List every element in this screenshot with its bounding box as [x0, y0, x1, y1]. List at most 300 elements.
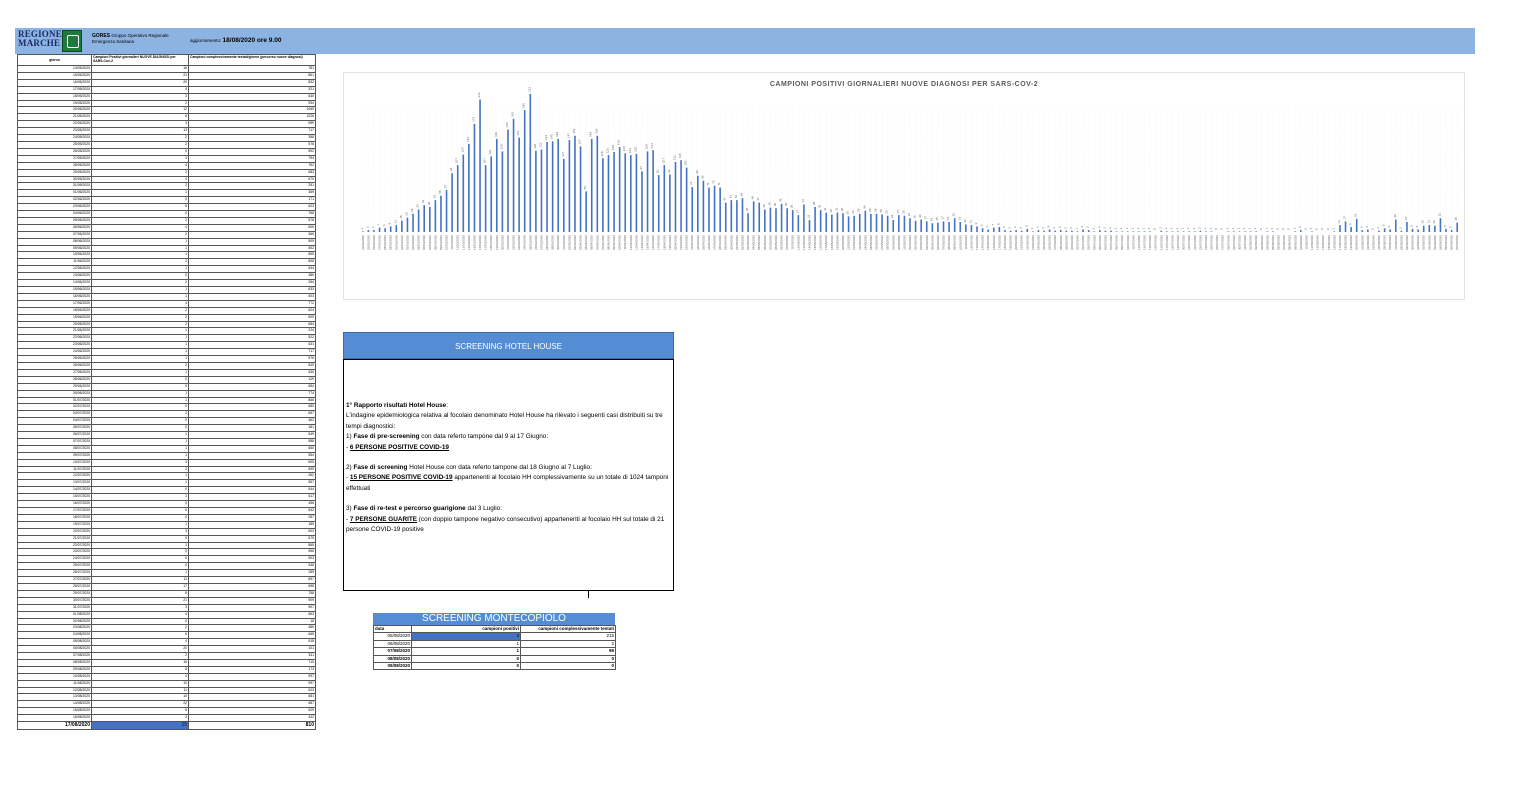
phase-3-num: 3): [346, 505, 354, 513]
x-tick-label: 11/06/2020: [963, 235, 968, 250]
data-label: 128: [611, 144, 616, 150]
data-label: 1: [1163, 227, 1168, 230]
report-title: 1° Rapporto risultati Hotel House:: [346, 402, 448, 409]
date-cell: 27/05/2020: [18, 155, 92, 162]
x-tick-label: 04/07/2020: [1092, 235, 1097, 251]
chart-bar: [719, 188, 721, 232]
chart-bar: [373, 230, 375, 232]
positive-cell: 10: [92, 680, 189, 687]
chart-bar: [1334, 231, 1336, 232]
chart-bar: [1250, 231, 1252, 232]
data-label: 11: [393, 220, 398, 224]
data-label: 1: [1180, 227, 1185, 230]
x-tick-label: 24/08/2020: [1377, 235, 1382, 251]
tested-cell: 522: [189, 335, 316, 342]
mc-tested-cell: 0: [521, 655, 616, 662]
chart-bar: [1194, 231, 1196, 232]
tested-cell: 997: [189, 680, 316, 687]
date-cell: 03/07/2020: [18, 411, 92, 418]
tested-cell: 578: [189, 217, 316, 224]
chart-bar: [390, 226, 392, 232]
data-label: 1: [1186, 227, 1191, 230]
x-tick-label: 03/03/2020: [405, 235, 410, 251]
positive-cell: 0: [92, 501, 189, 508]
x-tick-label: 05/07/2020: [1097, 235, 1102, 251]
table-row: [18, 577, 316, 584]
data-label: 4: [1046, 225, 1051, 228]
chart-bar: [814, 207, 816, 232]
data-label: 1: [1292, 227, 1297, 230]
tested-cell: 358: [189, 135, 316, 142]
tested-cell: 866: [189, 397, 316, 404]
chart-bar: [1177, 231, 1179, 232]
phase-2: [346, 463, 671, 473]
data-label: 71: [705, 182, 710, 186]
x-tick-label: 26/08/2020: [1388, 235, 1393, 251]
hotel-house-report: [343, 359, 674, 591]
chart-bar: [959, 222, 961, 232]
tested-cell: 605: [189, 224, 316, 231]
table-row: [18, 666, 316, 673]
table-row: [18, 646, 316, 653]
x-tick-label: 31/05/2020: [902, 235, 907, 251]
table-row: [18, 411, 316, 418]
table-row: [18, 376, 316, 383]
data-label: 1: [1119, 227, 1124, 230]
positive-cell: 4: [92, 611, 189, 618]
date-cell: 01/08/2020: [18, 611, 92, 618]
data-label: 74: [711, 180, 716, 184]
x-tick-label: 28/02/2020: [383, 235, 388, 251]
chart-bar: [1395, 220, 1397, 233]
x-tick-label: 23/05/2020: [857, 235, 862, 251]
positive-cell: 0: [92, 197, 189, 204]
x-tick-label: 18/06/2020: [1002, 235, 1007, 251]
chart-bar: [1239, 231, 1241, 232]
data-label: 2: [1398, 227, 1403, 229]
chart-bar: [446, 190, 448, 232]
data-label: 0: [1258, 228, 1263, 230]
x-tick-label: 26/02/2020: [371, 235, 376, 251]
chart-bar: [920, 220, 922, 233]
chart-bar: [999, 227, 1001, 232]
data-label: 14: [929, 217, 934, 222]
data-label: 1: [1175, 227, 1180, 230]
chart-bar: [1456, 223, 1458, 232]
positive-cell: 3: [92, 121, 189, 128]
data-label: 130: [532, 143, 537, 149]
chart-container: [343, 72, 1465, 300]
table-row: [18, 397, 316, 404]
data-label: 107: [482, 158, 487, 164]
x-tick-label: 13/03/2020: [461, 235, 466, 251]
x-tick-label: 26/03/2020: [533, 235, 538, 251]
table-row: [18, 252, 316, 259]
x-tick-label: 19/04/2020: [667, 235, 672, 251]
date-cell: 19/05/2020: [18, 100, 92, 107]
date-cell: 01/06/2020: [18, 190, 92, 197]
date-cell: 23/07/2020: [18, 549, 92, 556]
positive-cell: 3: [92, 604, 189, 611]
x-tick-label: 18/03/2020: [489, 235, 494, 251]
chart-bar: [636, 154, 638, 232]
x-tick-label: 20/06/2020: [1014, 235, 1019, 251]
chart-bar: [502, 151, 504, 232]
tested-cell: 630: [189, 369, 316, 376]
table-row: [18, 328, 316, 335]
chart-bar: [926, 221, 928, 232]
x-tick-label: 06/09/2020: [1449, 235, 1454, 251]
data-label: 1: [1309, 227, 1314, 230]
data-label: 51: [728, 194, 733, 199]
tested-cell: 794: [189, 155, 316, 162]
data-label: 129: [499, 144, 504, 150]
data-label: 17: [1342, 216, 1347, 220]
chart-bar: [658, 175, 660, 232]
positive-cell: 0: [92, 418, 189, 425]
positive-cell: 3: [92, 155, 189, 162]
chart-bar: [764, 210, 766, 233]
date-cell: 29/06/2020: [18, 383, 92, 390]
data-label: 11: [968, 220, 973, 224]
org-desc-1: Gruppo Operativo Regionale: [111, 33, 169, 38]
tested-cell: 549: [189, 432, 316, 439]
tested-cell: 289: [189, 570, 316, 577]
data-label: 31: [823, 207, 828, 211]
x-tick-label: 21/04/2020: [679, 235, 684, 251]
tested-cell: 557: [189, 480, 316, 487]
data-label: 132: [538, 142, 543, 148]
tested-cell: 752: [189, 162, 316, 169]
positive-cell: 0: [92, 148, 189, 155]
data-label: 1: [1091, 227, 1096, 230]
x-tick-label: 28/06/2020: [1058, 235, 1063, 251]
data-label: 103: [683, 160, 688, 166]
chart-bar: [1160, 231, 1162, 232]
chart-bar: [948, 222, 950, 232]
chart-bar: [1311, 231, 1313, 232]
chart-bar: [1267, 231, 1269, 232]
chart-bar: [965, 225, 967, 233]
x-tick-label: 13/07/2020: [1142, 235, 1147, 251]
data-label: 123: [605, 148, 610, 154]
chart-bar: [1389, 230, 1391, 233]
chart-bar: [1043, 231, 1045, 232]
chart-bar: [831, 215, 833, 233]
tested-cell: 892: [189, 148, 316, 155]
positive-cell: 2: [92, 231, 189, 238]
mc-row: [374, 633, 616, 640]
chart-bar: [1200, 231, 1202, 232]
x-tick-label: 11/08/2020: [1304, 235, 1309, 250]
date-cell: 15/08/2020: [18, 708, 92, 715]
date-cell: 26/05/2020: [18, 148, 92, 155]
date-cell: 24/07/2020: [18, 556, 92, 563]
table-row: [18, 487, 316, 494]
x-tick-label: 29/02/2020: [388, 235, 393, 251]
x-tick-label: 27/05/2020: [880, 235, 885, 251]
table-row: [18, 673, 316, 680]
chart-bar: [535, 151, 537, 232]
date-cell: 17/08/2020: [18, 722, 92, 730]
x-tick-label: 30/08/2020: [1410, 235, 1415, 251]
chart-bar: [407, 218, 409, 232]
x-tick-label: 11/07/2020: [1131, 235, 1136, 250]
table-row: [18, 162, 316, 169]
x-tick-label: 12/05/2020: [796, 235, 801, 251]
data-label: 54: [739, 192, 744, 197]
tested-cell: 774: [189, 390, 316, 397]
mc-tested-cell: 0: [521, 663, 616, 670]
data-label: 1: [1141, 227, 1146, 230]
tested-cell: 934: [189, 100, 316, 107]
positive-cell: 2: [92, 653, 189, 660]
table-row: [18, 300, 316, 307]
dash: -: [346, 515, 350, 523]
mc-tested-cell: 2: [521, 640, 616, 647]
table-row: [18, 404, 316, 411]
chart-bar: [474, 124, 476, 232]
chart-bar: [1015, 230, 1017, 232]
positive-cell: 2: [92, 217, 189, 224]
data-label: 40: [812, 201, 817, 205]
phase-3-desc: dal 3 Luglio:: [465, 505, 502, 513]
table-row: [18, 307, 316, 314]
tested-cell: 832: [189, 79, 316, 86]
data-label: 22: [1437, 212, 1442, 217]
data-label: 11: [1426, 220, 1431, 224]
x-tick-label: 22/04/2020: [684, 235, 689, 251]
positive-cell: 1: [92, 390, 189, 397]
x-tick-label: 02/04/2020: [572, 235, 577, 251]
x-tick-label: 22/08/2020: [1365, 235, 1370, 251]
data-label: 0: [1219, 228, 1224, 230]
mc-date-cell: 06/08/2020: [374, 640, 412, 647]
data-label: 3: [1448, 226, 1453, 229]
data-label: 129: [644, 144, 649, 150]
positive-cell: 0: [92, 376, 189, 383]
chart-bar: [786, 208, 788, 232]
x-tick-label: 27/08/2020: [1393, 235, 1398, 251]
data-label: 26: [884, 210, 889, 214]
phase-1: [346, 432, 671, 442]
tested-cell: 422: [189, 715, 316, 722]
positive-cell: 6: [92, 114, 189, 121]
phase-1-result-line: [346, 443, 671, 453]
tested-cell: 576: [189, 141, 316, 148]
table-row: [18, 238, 316, 245]
phase-1-num: 1): [346, 433, 354, 441]
x-tick-label: 07/08/2020: [1282, 235, 1287, 251]
positive-cell: 2: [92, 314, 189, 321]
table-row: [18, 701, 316, 708]
positive-cell: 16: [92, 66, 189, 73]
x-tick-label: 24/05/2020: [863, 235, 868, 251]
data-label: 1: [1230, 227, 1235, 230]
date-cell: 20/06/2020: [18, 321, 92, 328]
chart-bar: [1021, 231, 1023, 232]
chart-bar: [736, 200, 738, 232]
positive-cell: 1: [92, 328, 189, 335]
chart-bar: [384, 228, 386, 232]
chart-bar: [932, 223, 934, 232]
data-label: 1: [1225, 227, 1230, 230]
data-label: 136: [616, 139, 621, 145]
x-tick-label: 18/07/2020: [1170, 235, 1175, 251]
tested-cell: 605: [189, 459, 316, 466]
tested-cell: 185: [189, 521, 316, 528]
positive-cell: 0: [92, 618, 189, 625]
x-tick-label: 04/09/2020: [1438, 235, 1443, 251]
x-tick-label: 30/04/2020: [729, 235, 734, 251]
table-row: [18, 680, 316, 687]
x-tick-label: 30/03/2020: [556, 235, 561, 251]
tested-cell: 657: [189, 411, 316, 418]
x-tick-label: 28/08/2020: [1399, 235, 1404, 251]
tested-cell: 681: [189, 694, 316, 701]
date-cell: 17/07/2020: [18, 508, 92, 515]
chart-bar: [876, 214, 878, 232]
data-label: 20: [918, 214, 923, 218]
table-row: [18, 79, 316, 86]
positive-cell: 4: [92, 639, 189, 646]
data-label: 27: [895, 209, 900, 214]
chart-bar: [591, 139, 593, 232]
tested-cell: 262: [189, 473, 316, 480]
tested-cell: 633: [189, 287, 316, 294]
chart-bar: [524, 110, 526, 232]
chart-bar: [1010, 231, 1012, 232]
date-cell: 16/08/2020: [18, 715, 92, 722]
data-label: 0: [1314, 228, 1319, 230]
data-label: 3: [1085, 226, 1090, 229]
data-label: 1: [1264, 227, 1269, 230]
data-label: 7: [990, 223, 995, 226]
date-cell: 19/07/2020: [18, 521, 92, 528]
date-cell: 26/07/2020: [18, 570, 92, 577]
data-label: 19: [806, 214, 811, 219]
chart-bar: [870, 214, 872, 232]
org-block: [92, 33, 169, 45]
phase-2-result-line: [346, 473, 671, 494]
date-cell: 15/06/2020: [18, 287, 92, 294]
tested-cell: 624: [189, 307, 316, 314]
chart-bar: [1440, 218, 1442, 232]
x-tick-label: 10/04/2020: [617, 235, 622, 251]
positive-cell: 20: [92, 646, 189, 653]
positive-cell: 16: [92, 659, 189, 666]
date-cell: 16/06/2020: [18, 293, 92, 300]
tested-cell: 369: [189, 190, 316, 197]
tested-cell: 630: [189, 93, 316, 100]
bar-chart: [344, 73, 1464, 299]
positive-cell: 1: [92, 259, 189, 266]
chart-bar: [1205, 231, 1207, 232]
x-tick-label: 14/03/2020: [466, 235, 471, 251]
regione-marche-logo: [18, 30, 82, 52]
x-tick-label: 04/05/2020: [751, 235, 756, 251]
date-cell: 14/06/2020: [18, 280, 92, 287]
table-row: [18, 438, 316, 445]
report-title-text: 1° Rapporto risultati Hotel House: [346, 402, 447, 409]
data-label: 47: [722, 197, 727, 201]
x-tick-label: 18/04/2020: [662, 235, 667, 251]
chart-bar: [982, 228, 984, 232]
chart-bar: [641, 171, 643, 232]
x-tick-label: 12/06/2020: [969, 235, 974, 251]
chart-bar: [513, 119, 515, 232]
x-tick-label: 22/06/2020: [1025, 235, 1030, 251]
data-label: 123: [627, 148, 632, 154]
x-tick-label: 08/03/2020: [433, 235, 438, 251]
table-row: [18, 169, 316, 176]
table-row: [18, 521, 316, 528]
data-label: 144: [544, 134, 549, 140]
positive-cell: 21: [92, 72, 189, 79]
col-positive-header: Campioni Positivi giornalieri NUOVE DIAGNOSI per SARS-Cov-2: [92, 55, 189, 66]
chart-bar: [429, 207, 431, 232]
phase-3: [346, 504, 671, 514]
positive-cell: 2: [92, 141, 189, 148]
date-cell: 27/06/2020: [18, 369, 92, 376]
update-info: [190, 37, 281, 44]
data-label: 90: [694, 170, 699, 174]
data-label: 8: [996, 223, 1001, 225]
chart-bar: [904, 216, 906, 232]
chart-bar: [1049, 230, 1051, 233]
tested-cell: 644: [189, 487, 316, 494]
chart-bar: [820, 210, 822, 232]
data-label: 1: [359, 227, 364, 230]
x-tick-label: 28/07/2020: [1226, 235, 1231, 251]
chart-bar: [1099, 230, 1101, 232]
positive-cell: 8: [92, 590, 189, 597]
data-label: 38: [784, 202, 789, 207]
x-tick-label: 17/08/2020: [1337, 235, 1342, 251]
table-row: [18, 508, 316, 515]
chart-bar: [892, 220, 894, 232]
total-row: [18, 722, 316, 730]
mc-row: [374, 655, 616, 662]
tested-cell: 810: [189, 722, 316, 730]
date-cell: 14/08/2020: [18, 701, 92, 708]
date-cell: 18/06/2020: [18, 307, 92, 314]
tested-cell: 101: [189, 646, 316, 653]
data-label: 1: [1029, 227, 1034, 230]
date-cell: 21/07/2020: [18, 535, 92, 542]
table-row: [18, 245, 316, 252]
update-value: 18/08/2020 ore 9.00: [222, 37, 282, 44]
data-label: 9: [974, 222, 979, 225]
tested-cell: 654: [189, 383, 316, 390]
tested-cell: 224: [189, 328, 316, 335]
table-row: [18, 197, 316, 204]
mc-col-positive: campioni positivi: [412, 626, 521, 633]
table-row: [18, 321, 316, 328]
positive-cell: 6: [92, 632, 189, 639]
x-tick-label: 14/08/2020: [1321, 235, 1326, 251]
positive-cell: 1: [92, 473, 189, 480]
data-label: 151: [516, 130, 521, 136]
data-label: 10: [1420, 220, 1425, 224]
tested-cell: 895: [189, 252, 316, 259]
positive-cell: 0: [92, 563, 189, 570]
date-cell: 22/07/2020: [18, 542, 92, 549]
data-label: 29: [410, 208, 415, 212]
tested-cell: 171: [189, 197, 316, 204]
data-label: 154: [594, 128, 599, 134]
positive-cell: 1: [92, 438, 189, 445]
